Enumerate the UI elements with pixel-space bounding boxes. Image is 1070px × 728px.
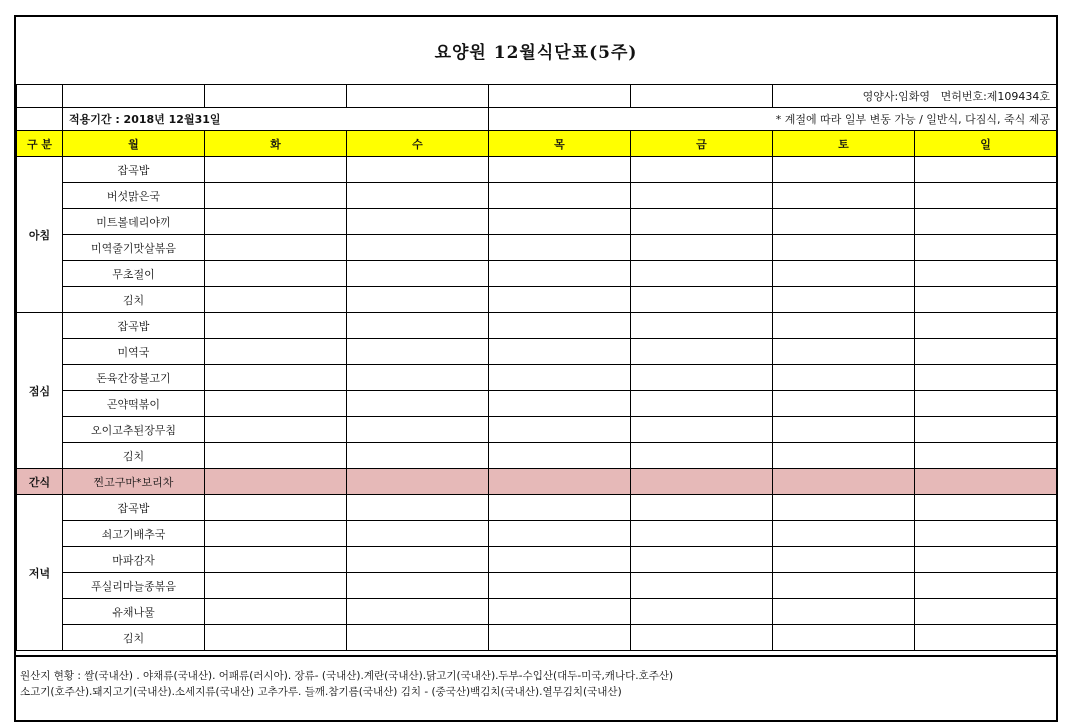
empty-cell xyxy=(631,547,773,573)
empty-cell xyxy=(773,599,915,625)
menu-item: 버섯맑은국 xyxy=(63,183,205,209)
empty-cell xyxy=(773,469,915,495)
dinner-row xyxy=(17,521,1057,547)
empty-cell xyxy=(773,339,915,365)
empty-cell xyxy=(915,547,1057,573)
empty-cell xyxy=(773,547,915,573)
empty-cell xyxy=(631,209,773,235)
breakfast-row xyxy=(17,209,1057,235)
empty-cell xyxy=(489,521,631,547)
empty-cell xyxy=(631,521,773,547)
empty-cell xyxy=(773,287,915,313)
menu-item: 유채나물 xyxy=(63,599,205,625)
snack-row xyxy=(17,469,1057,495)
apply-period: 적용기간 : 2018년 12월31일 xyxy=(63,108,489,131)
empty-cell xyxy=(489,183,631,209)
empty-cell xyxy=(631,599,773,625)
empty-cell xyxy=(347,261,489,287)
empty-cell xyxy=(205,183,347,209)
empty-cell xyxy=(773,391,915,417)
menu-item: 잡곡밥 xyxy=(63,495,205,521)
empty-cell xyxy=(915,339,1057,365)
empty-cell xyxy=(915,313,1057,339)
dinner-row xyxy=(17,547,1057,573)
empty-cell xyxy=(631,157,773,183)
empty-cell xyxy=(773,625,915,651)
empty-cell xyxy=(773,521,915,547)
empty-cell xyxy=(915,469,1057,495)
empty-cell xyxy=(773,417,915,443)
empty-cell xyxy=(205,547,347,573)
empty-cell xyxy=(347,287,489,313)
menu-item: 마파감자 xyxy=(63,547,205,573)
empty-cell xyxy=(489,235,631,261)
empty-cell xyxy=(347,209,489,235)
menu-item: 돈육간장불고기 xyxy=(63,365,205,391)
empty-cell xyxy=(347,443,489,469)
empty-cell xyxy=(347,599,489,625)
empty-cell xyxy=(347,469,489,495)
empty-cell xyxy=(773,235,915,261)
breakfast-row xyxy=(17,287,1057,313)
empty-cell xyxy=(631,573,773,599)
empty-cell xyxy=(915,625,1057,651)
empty-cell xyxy=(347,365,489,391)
breakfast-row xyxy=(17,157,1057,183)
snack-label: 간식 xyxy=(17,469,63,495)
header-day: 금 xyxy=(631,131,773,157)
empty-cell xyxy=(205,599,347,625)
license-number: 면허번호:제109434호 xyxy=(940,90,1051,103)
empty-cell xyxy=(489,313,631,339)
empty-cell xyxy=(489,469,631,495)
empty-cell xyxy=(631,495,773,521)
empty-cell xyxy=(773,495,915,521)
header-day: 수 xyxy=(347,131,489,157)
empty-cell xyxy=(489,391,631,417)
empty-cell xyxy=(347,235,489,261)
empty-cell xyxy=(489,209,631,235)
header-day: 일 xyxy=(915,131,1057,157)
empty-cell xyxy=(347,339,489,365)
empty-cell xyxy=(489,495,631,521)
empty-cell xyxy=(205,339,347,365)
empty-cell xyxy=(489,365,631,391)
empty-cell xyxy=(347,157,489,183)
menu-item: 미트볼데리야끼 xyxy=(63,209,205,235)
header-day: 화 xyxy=(205,131,347,157)
empty-cell xyxy=(631,391,773,417)
origin-line-2: 소고기(호주산).돼지고기(국내산).소세지류(국내산) 고추가루. 들깨.참기름(국내산) 김치 - (중국산)백김치(국내산).열무김치(국내산) xyxy=(20,686,622,698)
breakfast-row xyxy=(17,235,1057,261)
menu-item: 오이고추된장무침 xyxy=(63,417,205,443)
breakfast-row xyxy=(17,183,1057,209)
empty-cell xyxy=(205,625,347,651)
empty-cell xyxy=(773,573,915,599)
empty-cell xyxy=(489,599,631,625)
empty-cell xyxy=(915,235,1057,261)
empty-cell xyxy=(347,495,489,521)
menu-item: 김치 xyxy=(63,625,205,651)
empty-cell xyxy=(631,183,773,209)
header-row xyxy=(17,131,1057,157)
empty-cell xyxy=(915,521,1057,547)
empty-cell xyxy=(205,391,347,417)
empty-cell xyxy=(347,625,489,651)
empty-cell xyxy=(205,209,347,235)
dietitian-name: 영양사:임화영 xyxy=(862,90,931,103)
dinner-row xyxy=(17,573,1057,599)
empty-cell xyxy=(631,261,773,287)
menu-item: 곤약떡볶이 xyxy=(63,391,205,417)
empty-cell xyxy=(915,261,1057,287)
menu-item: 미역줄기맛살볶음 xyxy=(63,235,205,261)
empty-cell xyxy=(915,391,1057,417)
empty-cell xyxy=(205,573,347,599)
empty-cell xyxy=(631,313,773,339)
header-day: 토 xyxy=(773,131,915,157)
lunch-row xyxy=(17,443,1057,469)
empty-cell xyxy=(489,339,631,365)
title-row xyxy=(16,17,1056,85)
menu-item: 미역국 xyxy=(63,339,205,365)
empty-cell xyxy=(915,599,1057,625)
empty-cell xyxy=(915,287,1057,313)
lunch-label: 점심 xyxy=(17,313,63,469)
empty-cell xyxy=(915,365,1057,391)
empty-cell xyxy=(631,469,773,495)
lunch-row xyxy=(17,417,1057,443)
empty-cell xyxy=(205,417,347,443)
empty-cell xyxy=(347,391,489,417)
empty-cell xyxy=(915,183,1057,209)
empty-cell xyxy=(489,573,631,599)
empty-cell xyxy=(489,261,631,287)
empty-cell xyxy=(205,287,347,313)
page-title: 요양원 12월식단표(5주) xyxy=(434,43,638,63)
empty-cell xyxy=(773,261,915,287)
origin-line-1: 원산지 현황 : 쌀(국내산) . 야채류(국내산). 어패류(러시아). 장류- (국내산).계란(국내산).닭고기(국내산).두부-수입산(대두-미국,캐나다.호주산) xyxy=(20,670,674,682)
menu-item: 푸실리마늘종볶음 xyxy=(63,573,205,599)
empty-cell xyxy=(205,495,347,521)
season-note: * 계절에 따라 일부 변동 가능 / 일반식, 다짐식, 죽식 제공 xyxy=(489,108,1057,131)
header-category: 구 분 xyxy=(17,131,63,157)
empty-cell xyxy=(915,157,1057,183)
empty-cell xyxy=(205,157,347,183)
menu-table xyxy=(16,84,1057,651)
empty-cell xyxy=(205,365,347,391)
empty-cell xyxy=(205,521,347,547)
empty-cell xyxy=(347,417,489,443)
menu-item: 무초절이 xyxy=(63,261,205,287)
empty-cell xyxy=(347,521,489,547)
empty-cell xyxy=(489,547,631,573)
empty-cell xyxy=(205,469,347,495)
empty-cell xyxy=(773,183,915,209)
empty-cell xyxy=(631,339,773,365)
empty-cell xyxy=(915,495,1057,521)
dinner-row xyxy=(17,599,1057,625)
empty-cell xyxy=(631,235,773,261)
lunch-row xyxy=(17,365,1057,391)
empty-cell xyxy=(915,417,1057,443)
empty-cell xyxy=(631,625,773,651)
empty-cell xyxy=(915,443,1057,469)
breakfast-label: 아침 xyxy=(17,157,63,313)
empty-cell xyxy=(205,261,347,287)
lunch-row xyxy=(17,339,1057,365)
empty-cell xyxy=(347,573,489,599)
empty-cell xyxy=(489,443,631,469)
empty-cell xyxy=(773,365,915,391)
empty-cell xyxy=(347,313,489,339)
empty-cell xyxy=(347,183,489,209)
empty-cell xyxy=(347,547,489,573)
empty-cell xyxy=(489,417,631,443)
empty-cell xyxy=(773,443,915,469)
menu-sheet xyxy=(14,15,1058,722)
empty-cell xyxy=(773,313,915,339)
empty-cell xyxy=(773,209,915,235)
empty-cell xyxy=(915,573,1057,599)
dietitian-info xyxy=(773,85,1057,108)
info-row-period xyxy=(17,108,1057,131)
dinner-row xyxy=(17,625,1057,651)
menu-item: 김치 xyxy=(63,287,205,313)
empty-cell xyxy=(773,157,915,183)
empty-cell xyxy=(631,287,773,313)
empty-cell xyxy=(205,313,347,339)
info-row-dietitian xyxy=(17,85,1057,108)
menu-item: 김치 xyxy=(63,443,205,469)
menu-item: 잡곡밥 xyxy=(63,157,205,183)
menu-item: 찐고구마*보리차 xyxy=(63,469,205,495)
lunch-row xyxy=(17,391,1057,417)
menu-item: 쇠고기배추국 xyxy=(63,521,205,547)
empty-cell xyxy=(489,157,631,183)
lunch-row xyxy=(17,313,1057,339)
header-day: 월 xyxy=(63,131,205,157)
empty-cell xyxy=(631,365,773,391)
empty-cell xyxy=(489,625,631,651)
empty-cell xyxy=(631,443,773,469)
empty-cell xyxy=(489,287,631,313)
menu-item: 잡곡밥 xyxy=(63,313,205,339)
header-day: 목 xyxy=(489,131,631,157)
dinner-row xyxy=(17,495,1057,521)
empty-cell xyxy=(205,443,347,469)
empty-cell xyxy=(915,209,1057,235)
origin-footer xyxy=(16,655,1056,722)
dinner-label: 저녁 xyxy=(17,495,63,651)
empty-cell xyxy=(631,417,773,443)
breakfast-row xyxy=(17,261,1057,287)
empty-cell xyxy=(205,235,347,261)
